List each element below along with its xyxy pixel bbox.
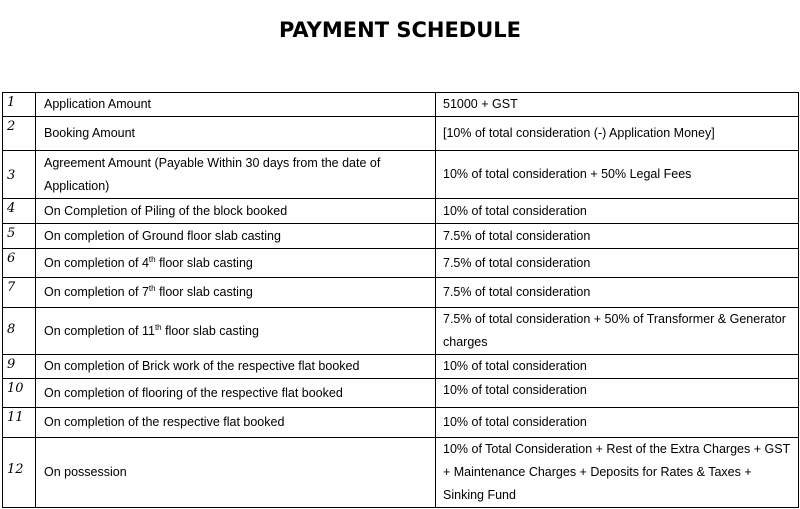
row-number: 5 [3,224,36,249]
stage-text: floor slab casting [155,255,253,270]
row-number: 11 [3,408,36,438]
payment-schedule-table [2,92,799,508]
payment-stage [36,308,436,355]
stage-text: On completion of 4 [44,255,149,270]
payment-amount: 10% of total consideration [436,199,799,224]
table-row [3,408,799,438]
payment-stage: On completion of flooring of the respective flat booked [36,379,436,408]
table-row [3,224,799,249]
stage-text: floor slab casting [155,285,253,299]
payment-amount: 10% of total consideration [436,408,799,438]
stage-text: On completion of 7 [44,285,149,299]
payment-stage: On completion of Brick work of the respective flat booked [36,355,436,379]
table-row [3,379,799,408]
payment-amount: 10% of total consideration + 50% Legal Fees [436,151,799,199]
payment-amount: 7.5% of total consideration [436,278,799,308]
payment-amount: 7.5% of total consideration + 50% of Transformer & Generator charges [436,308,799,355]
row-number: 3 [3,151,36,199]
row-number: 1 [3,93,36,117]
payment-stage: On Completion of Piling of the block booked [36,199,436,224]
payment-stage: Agreement Amount (Payable Within 30 days from the date of Application) [36,151,436,199]
payment-stage [36,249,436,278]
payment-amount: 51000 + GST [436,93,799,117]
payment-stage: On possession [36,438,436,508]
table-row [3,308,799,355]
payment-amount: 10% of Total Consideration + Rest of the Extra Charges + GST + Maintenance Charges + Deposits for Rates & Taxes + Sinking Fund [436,438,799,508]
payment-amount: 10% of total consideration [436,379,799,408]
payment-stage: Application Amount [36,93,436,117]
table-row [3,249,799,278]
payment-amount: [10% of total consideration (-) Application Money] [436,117,799,151]
row-number: 8 [3,308,36,355]
payment-amount: 7.5% of total consideration [436,224,799,249]
payment-amount: 10% of total consideration [436,355,799,379]
row-number: 4 [3,199,36,224]
payment-amount: 7.5% of total consideration [436,249,799,278]
payment-stage: Booking Amount [36,117,436,151]
stage-text: floor slab casting [161,323,259,338]
row-number: 10 [3,379,36,408]
table-row [3,151,799,199]
ordinal-suffix: th [148,254,156,264]
row-number: 7 [3,278,36,308]
table-row [3,199,799,224]
payment-stage [36,278,436,308]
row-number: 12 [3,438,36,508]
table-row [3,117,799,151]
table-row [3,278,799,308]
row-number: 2 [3,117,36,151]
stage-text: On completion of 11 [44,323,155,338]
payment-stage: On completion of Ground floor slab casting [36,224,436,249]
row-number: 6 [3,249,36,278]
page-title: PAYMENT SCHEDULE [278,18,522,42]
table-row [3,355,799,379]
ordinal-suffix: th [148,284,156,293]
ordinal-suffix: th [154,322,162,332]
payment-stage: On completion of the respective flat booked [36,408,436,438]
row-number: 9 [3,355,36,379]
table-row [3,438,799,508]
table-row [3,93,799,117]
